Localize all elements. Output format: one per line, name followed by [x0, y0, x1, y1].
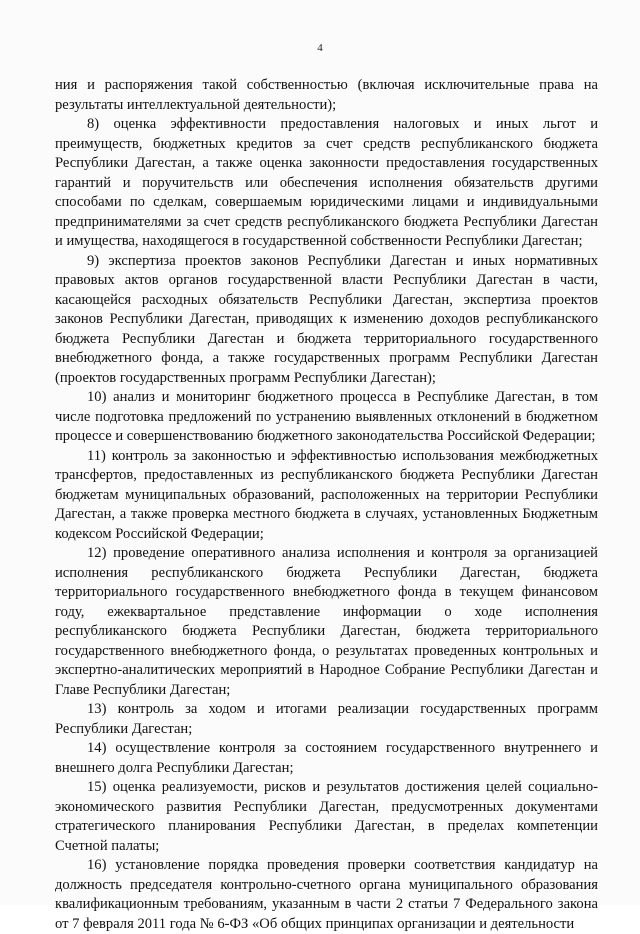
paragraph-item-14: 14) осуществление контроля за состоянием государственного внутреннего и внешнего долга Республики Дагестан;	[55, 740, 598, 776]
paragraph-item-8: 8) оценка эффективности предоставления налоговых и иных льгот и преимуществ, бюджетных кредитов за счет средств республиканского бюджета Республики Дагестан, а также оценка законности предоставления государственных гарантий и поручительств или обеспечения исполнения обязательств другими способами по сделкам, совершаемым юридическими лицами и индивидуальными предпринимателями за счет средств республиканского бюджета Республики Дагестан и имущества, находящегося в государственной собственности Республики Дагестан;	[55, 116, 598, 249]
paragraph-item-15: 15) оценка реализуемости, рисков и результатов достижения целей социально-экономического развития Республики Дагестан, предусмотренных документами стратегического планирования Республики Дагестан, в пределах компетенции Счетной палаты;	[55, 779, 598, 854]
paragraph-item-11: 11) контроль за законностью и эффективностью использования межбюджетных трансфертов, предоставленных из республиканского бюджета Республики Дагестан бюджетам муниципальных образований, расположенных на территории Республики Дагестан, а также проверка местного бюджета в случаях, установленных Бюджетным кодексом Российской Федерации;	[55, 447, 598, 542]
paragraph-item-9: 9) экспертиза проектов законов Республики Дагестан и иных нормативных правовых актов органов государственной власти Республики Дагестан в части, касающейся расходных обязательств Республики Дагестан, экспертиза проектов законов Республики Дагестан, приводящих к изменению доходов республиканского бюджета Республики Дагестан и бюджета территориального государственного внебюджетного фонда, а также государственных программ Республики Дагестан (проектов государственных программ Республики Дагестан);	[55, 252, 598, 386]
paragraph-item-10: 10) анализ и мониторинг бюджетного процесса в Республике Дагестан, в том числе подготовка предложений по устранению выявленных отклонений в бюджетном процессе и совершенствованию бюджетного законодательства Российской Федерации;	[55, 389, 598, 444]
document-body	[55, 76, 598, 934]
paragraph-item-13: 13) контроль за ходом и итогами реализации государственных программ Республики Дагестан;	[55, 701, 598, 737]
paragraph-item-16: 16) установление порядка проведения проверки соответствия кандидатур на должность председателя контрольно-счетного органа муниципального образования квалификационным требованиям, указанным в части 2 статьи 7 Федерального закона от 7 февраля 2011 года № 6-ФЗ «Об общих принципах организации и деятельности	[55, 857, 598, 932]
paragraph-item-12: 12) проведение оперативного анализа исполнения и контроля за организацией исполнения республиканского бюджета Республики Дагестан, бюджета территориального государственного внебюджетного фонда в текущем финансовом году, ежеквартальное представление информации о ходе исполнения республиканского бюджета Республики Дагестан, бюджета территориального государственного внебюджетного фонда, о результатах проведенных контрольных и экспертно-аналитических мероприятий в Народное Собрание Республики Дагестан и Главе Республики Дагестан;	[55, 545, 598, 698]
page-number: 4	[317, 42, 323, 54]
paragraph-continuation: ния и распоряжения такой собственностью (включая исключительные права на результаты интеллектуальной деятельности);	[55, 77, 598, 113]
